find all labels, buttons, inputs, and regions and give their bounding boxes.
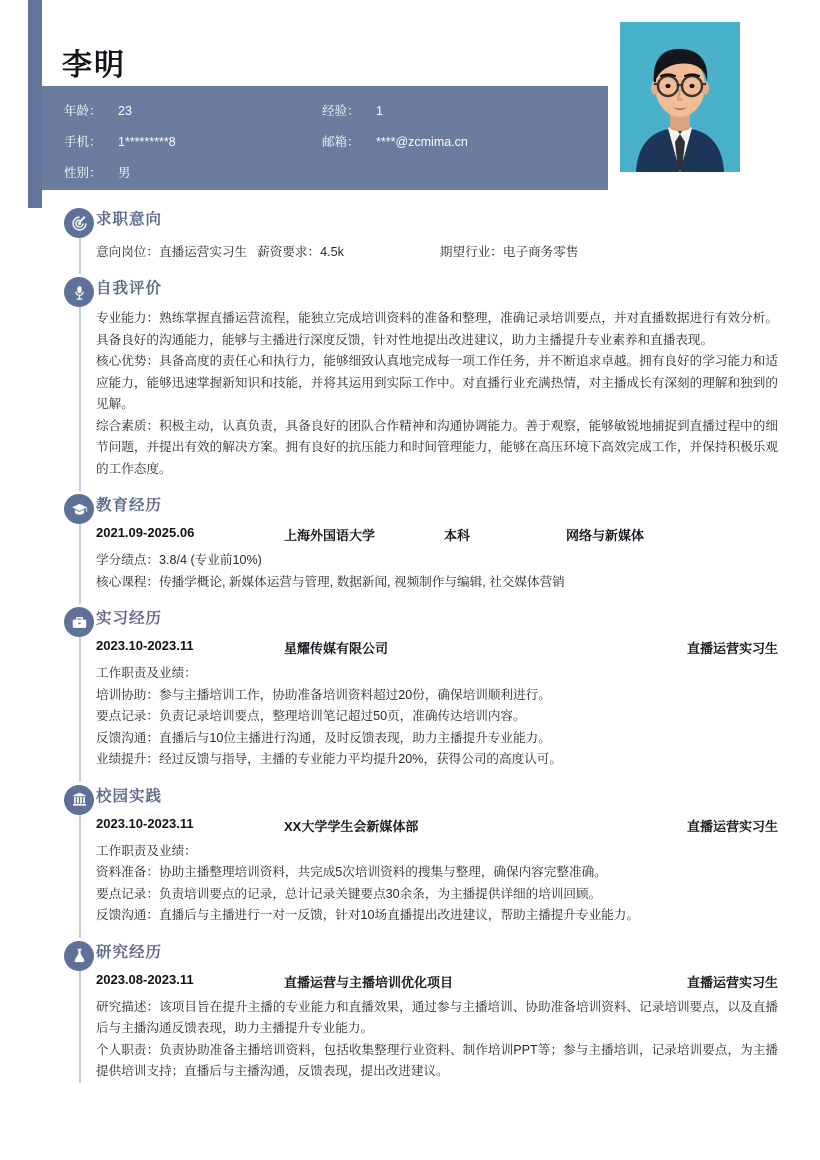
internship-row <box>96 638 778 661</box>
section-rail <box>79 238 81 274</box>
internship-detail-4: 业绩提升：经过反馈与指导，主播的专业能力平均提升20%，获得公司的高度认可。 <box>96 752 562 766</box>
education-gpa: 学分绩点：3.8/4 (专业前10%) <box>96 553 262 567</box>
education-school: 上海外国语大学 <box>284 528 376 543</box>
info-value-gender: 男 <box>118 166 131 180</box>
intent-salary-label: 薪资要求： <box>257 245 321 259</box>
research-project: 直播运营与主播培训优化项目 <box>284 974 454 990</box>
self-eval-paragraph-2: 核心优势：具备高度的责任心和执行力，能够细致认真地完成每一项工作任务，并不断追求卓越。拥有良好的学习能力和适应能力，能够迅速掌握新知识和技能，并将其运用到实际工作中。对直播行业充满热情，对主播成长有深刻的理解和独到的见解。 <box>96 354 778 411</box>
resume-body <box>0 205 820 1083</box>
self-eval-paragraph-1: 专业能力：熟练掌握直播运营流程，能独立完成培训资料的准备和整理，准确记录培训要点，并对直播数据进行有效分析。具备良好的沟通能力，能够与主播进行深度反馈，针对性地提出改进建议，助力主播提升专业素养和直播表现。 <box>96 311 778 347</box>
info-value-age: 23 <box>118 104 132 118</box>
campus-organization: XX大学学生会新媒体部 <box>284 818 419 834</box>
section-title-self-evaluation: 自我评价 <box>96 280 163 297</box>
internship-detail-0: 工作职责及业绩： <box>96 666 197 680</box>
info-item-phone <box>64 129 322 155</box>
info-value-experience: 1 <box>376 104 383 118</box>
research-detail-1: 个人职责：负责协助准备主播培训资料，包括收集整理行业资料、制作培训PPT等；参与主播培训，记录培训要点，为主播提供培训支持；直播后与主播沟通，反馈表现，提出改进建议。 <box>96 1042 778 1078</box>
section-campus-practice <box>0 782 820 938</box>
microphone-icon <box>64 277 94 307</box>
info-label-gender: 性别： <box>64 166 102 180</box>
intent-position-value: 直播运营实习生 <box>158 245 248 259</box>
info-value-email: ****@zcmima.cn <box>376 135 468 149</box>
campus-building-icon <box>64 785 94 815</box>
internship-detail-2: 要点记录：负责记录培训要点，整理培训笔记超过50页，准确传达培训内容。 <box>96 709 526 723</box>
job-intent-row <box>96 239 778 263</box>
section-job-intent <box>0 205 820 274</box>
internship-role: 直播运营实习生 <box>686 641 778 656</box>
section-title-research: 研究经历 <box>96 943 163 961</box>
research-role: 直播运营实习生 <box>686 974 778 990</box>
left-accent-bar <box>28 0 42 190</box>
section-education <box>0 491 820 604</box>
info-item-experience <box>322 98 594 124</box>
section-internship <box>0 604 820 782</box>
internship-detail-3: 反馈沟通：直播后与10位主播进行沟通，及时反馈表现，助力主播提升专业能力。 <box>96 730 551 745</box>
contact-info-grid <box>64 98 594 186</box>
intent-industry-value: 电子商务零售 <box>502 245 579 259</box>
section-title-education: 教育经历 <box>96 497 163 514</box>
education-major: 网络与新媒体 <box>566 528 645 543</box>
section-rail <box>79 307 81 491</box>
internship-company: 星耀传媒有限公司 <box>284 641 389 656</box>
campus-detail-2: 要点记录：负责培训要点的记录，总计记录关键要点30余条，为主播提供详细的培训回顾。 <box>96 886 602 901</box>
research-date: 2023.08-2023.11 <box>96 971 194 987</box>
education-courses: 核心课程：传播学概论, 新媒体运营与管理, 数据新闻, 视频制作与编辑, 社交媒体营销 <box>96 574 565 589</box>
education-row <box>96 525 778 548</box>
info-label-email: 邮箱： <box>322 135 360 149</box>
campus-detail-1: 资料准备：协助主播整理培训资料，共完成5次培训资料的搜集与整理，确保内容完整准确。 <box>96 865 607 879</box>
flask-icon <box>64 941 94 971</box>
campus-detail-3: 反馈沟通：直播后与主播进行一对一反馈，针对10场直播提出改进建议，帮助主播提升专业能力。 <box>96 908 639 922</box>
intent-salary-value: 4.5k <box>320 245 344 259</box>
avatar <box>620 22 740 172</box>
section-rail <box>79 815 81 938</box>
briefcase-icon <box>64 607 94 637</box>
info-item-gender <box>64 160 322 186</box>
education-degree: 本科 <box>444 528 471 543</box>
contact-info-band <box>42 86 608 190</box>
info-label-phone: 手机： <box>64 135 102 149</box>
internship-detail-1: 培训协助：参与主播培训工作，协助准备培训资料超过20份，确保培训顺利进行。 <box>96 687 551 702</box>
intent-industry-label: 期望行业： <box>439 245 503 259</box>
info-item-age <box>64 98 322 124</box>
research-row <box>96 972 778 995</box>
intent-position-label: 意向岗位： <box>96 245 159 259</box>
campus-detail-0: 工作职责及业绩： <box>96 843 197 858</box>
graduation-cap-icon <box>64 494 94 524</box>
section-self-evaluation <box>0 274 820 491</box>
info-value-phone: 1*********8 <box>118 135 176 149</box>
info-item-email <box>322 129 594 155</box>
info-label-experience: 经验： <box>322 104 360 118</box>
candidate-name: 李明 <box>62 49 126 82</box>
education-date: 2021.09-2025.06 <box>96 525 195 540</box>
section-title-campus-practice: 校园实践 <box>96 787 163 805</box>
section-rail <box>79 971 81 1083</box>
self-eval-paragraph-3: 综合素质：积极主动，认真负责，具备良好的团队合作精神和沟通协调能力。善于观察，能够敏锐地捕捉到直播过程中的细节问题，并提出有效的解决方案。拥有良好的抗压能力和时间管理能力，能够在高压环境下高效完成工作，并保持积极乐观的工作态度。 <box>96 418 778 476</box>
campus-role: 直播运营实习生 <box>686 818 778 834</box>
resume-header <box>0 0 820 200</box>
section-title-internship: 实习经历 <box>96 610 163 627</box>
campus-row <box>96 816 778 839</box>
target-icon <box>64 208 94 238</box>
info-label-age: 年龄： <box>64 104 102 118</box>
section-research <box>0 938 820 1083</box>
section-rail <box>79 524 81 604</box>
internship-date: 2023.10-2023.11 <box>96 638 194 653</box>
section-title-job-intent: 求职意向 <box>96 211 163 228</box>
campus-date: 2023.10-2023.11 <box>96 815 194 831</box>
section-rail <box>79 637 81 782</box>
research-detail-0: 研究描述：该项目旨在提升主播的专业能力和直播效果，通过参与主播培训、协助准备培训资料、记录培训要点，以及直播后与主播沟通反馈表现，助力主播提升专业能力。 <box>96 999 778 1035</box>
